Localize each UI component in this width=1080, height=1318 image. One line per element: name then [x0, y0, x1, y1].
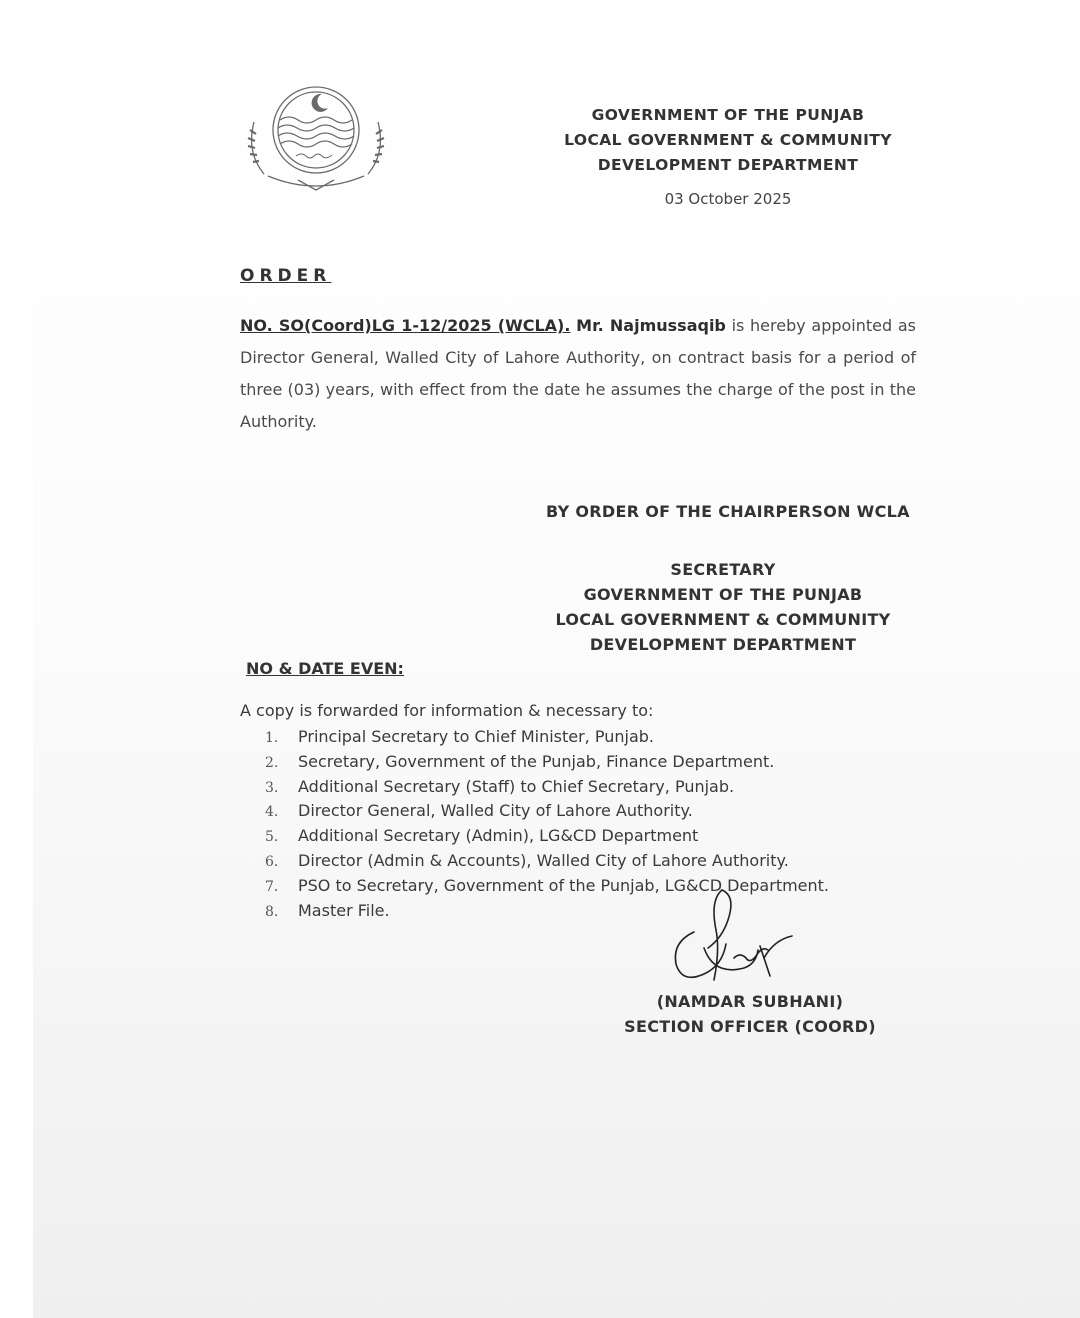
list-item: 1. Principal Secretary to Chief Minister, Punjab. [265, 727, 654, 746]
list-item: 8. Master File. [265, 900, 390, 920]
header-line-1: GOVERNMENT OF THE PUNJAB [591, 106, 865, 124]
header-line-2: LOCAL GOVERNMENT & COMMUNITY [564, 131, 892, 149]
handwritten-signature-icon [664, 888, 804, 998]
signatory-designation: SECTION OFFICER (COORD) [624, 1017, 876, 1036]
punjab-emblem-icon [238, 80, 394, 198]
order-title: ORDER [240, 266, 332, 286]
order-body [240, 310, 916, 438]
list-item: 7. PSO to Secretary, Government of the Punjab, LG&CD Department. [265, 875, 830, 895]
secretary-title: SECRETARY [670, 560, 776, 579]
copy-intro: A copy is forwarded for information & necessary to: [240, 701, 654, 720]
list-item: 2. Secretary, Government of the Punjab, Finance Department. [265, 751, 775, 771]
secretary-line-2: GOVERNMENT OF THE PUNJAB [583, 585, 863, 604]
header-line-3: DEVELOPMENT DEPARTMENT [597, 156, 859, 174]
no-date-even-heading: NO & DATE EVEN: [246, 659, 404, 678]
list-item: 3. Additional Secretary (Staff) to Chief Secretary, Punjab. [265, 776, 735, 796]
list-item: 5. Additional Secretary (Admin), LG&CD Department [265, 826, 699, 846]
secretary-line-4: DEVELOPMENT DEPARTMENT [589, 635, 857, 654]
order-date: 03 October 2025 [664, 190, 792, 208]
order-text: is hereby appointed as Director General, Walled City of Lahore Authority, on contract basis for a period of three (03) years, with effect from the date he assumes the charge of the post in the Authority. [240, 316, 916, 431]
appointee-name: Mr. Najmussaqib [576, 316, 726, 335]
order-reference: NO. SO(Coord)LG 1-12/2025 (WCLA). [240, 316, 571, 335]
signatory-name: (NAMDAR SUBHANI) [656, 992, 844, 1011]
list-item: 6. Director (Admin & Accounts), Walled City of Lahore Authority. [265, 850, 789, 870]
list-item: 4. Director General, Walled City of Lahore Authority. [265, 801, 693, 821]
secretary-line-3: LOCAL GOVERNMENT & COMMUNITY [555, 610, 891, 629]
by-order-line: BY ORDER OF THE CHAIRPERSON WCLA [546, 502, 910, 521]
